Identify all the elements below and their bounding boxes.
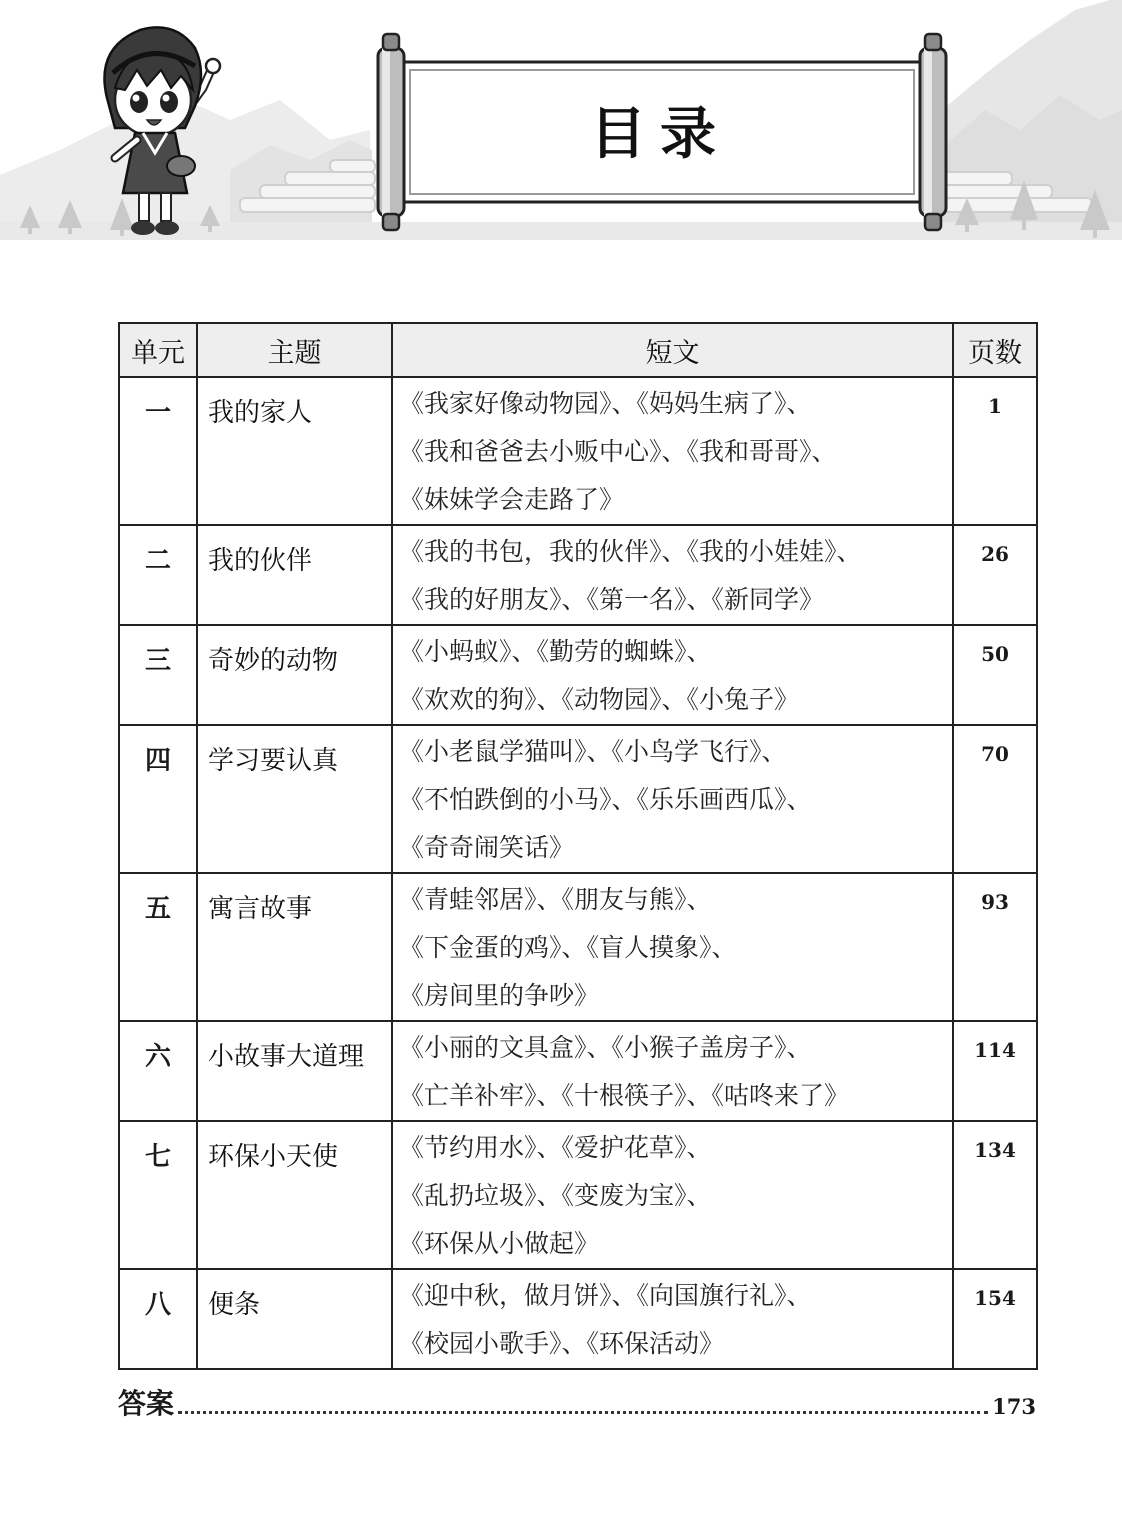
text-titles-line: 《青蛙邻居》、《朋友与熊》、 [399,885,712,914]
unit-number: 二 [119,525,197,625]
unit-theme: 学习要认真 [197,725,392,873]
unit-number: 一 [119,377,197,525]
table-row [119,1269,1037,1369]
unit-theme: 便条 [197,1269,392,1369]
page-number: 114 [953,1021,1037,1121]
text-titles-line: 《校园小歌手》、《环保活动》 [399,1329,725,1358]
unit-texts [392,1269,953,1369]
page-number: 70 [953,725,1037,873]
unit-theme: 环保小天使 [197,1121,392,1269]
unit-number: 八 [119,1269,197,1369]
girl-mascot-illustration [95,18,225,240]
unit-texts [392,377,953,525]
dot-leader [178,1411,988,1414]
table-row [119,873,1037,1021]
table-row [119,525,1037,625]
answers-label: 答案 [118,1387,175,1420]
table-header-row [119,323,1037,377]
text-titles-line: 《迎中秋，做月饼》、《向国旗行礼》、 [399,1281,812,1310]
text-titles-line: 《环保从小做起》 [399,1229,600,1258]
unit-theme: 我的伙伴 [197,525,392,625]
text-titles-line: 《亡羊补牢》、《十根筷子》、《咕咚来了》 [399,1081,850,1110]
unit-texts [392,525,953,625]
text-titles-line: 《乱扔垃圾》、《变废为宝》、 [399,1181,712,1210]
unit-texts [392,1021,953,1121]
page-number: 26 [953,525,1037,625]
column-header-page: 页数 [953,323,1037,377]
text-titles-line: 《不怕跌倒的小马》、《乐乐画西瓜》、 [399,785,812,814]
column-header-unit: 单元 [119,323,197,377]
unit-texts [392,1121,953,1269]
text-titles-line: 《小老鼠学猫叫》、《小鸟学飞行》、 [399,737,787,766]
unit-number: 六 [119,1021,197,1121]
header-banner [0,0,1122,240]
text-titles-line: 《奇奇闹笑话》 [399,833,575,862]
text-titles-line: 《欢欢的狗》、《动物园》、《小兔子》 [399,685,800,714]
page-title: 目录 [590,102,730,167]
table-row [119,725,1037,873]
text-titles-line: 《我的书包，我的伙伴》、《我的小娃娃》、 [399,537,862,566]
text-titles-line: 《我家好像动物园》、《妈妈生病了》、 [399,389,812,418]
page-number: 93 [953,873,1037,1021]
answers-entry [118,1378,1036,1422]
text-titles-line: 《小蚂蚁》、《勤劳的蜘蛛》、 [399,637,712,666]
unit-number: 三 [119,625,197,725]
table-row [119,1021,1037,1121]
unit-theme: 奇妙的动物 [197,625,392,725]
table-row [119,377,1037,525]
page-number: 1 [953,377,1037,525]
text-titles-line: 《房间里的争吵》 [399,981,600,1010]
text-titles-line: 《妹妹学会走路了》 [399,485,625,514]
contents-table [118,322,1038,1370]
unit-number: 七 [119,1121,197,1269]
unit-number: 四 [119,725,197,873]
text-titles-line: 《我的好朋友》、《第一名》、《新同学》 [399,585,825,614]
page-number: 134 [953,1121,1037,1269]
table-row [119,1121,1037,1269]
unit-theme: 寓言故事 [197,873,392,1021]
page-number: 50 [953,625,1037,725]
unit-texts [392,625,953,725]
column-header-theme: 主题 [197,323,392,377]
unit-number: 五 [119,873,197,1021]
answers-page-number: 173 [992,1394,1036,1419]
page-number: 154 [953,1269,1037,1369]
text-titles-line: 《节约用水》、《爱护花草》、 [399,1133,712,1162]
text-titles-line: 《小丽的文具盒》、《小猴子盖房子》、 [399,1033,812,1062]
unit-theme: 我的家人 [197,377,392,525]
unit-texts [392,873,953,1021]
text-titles-line: 《下金蛋的鸡》、《盲人摸象》、 [399,933,737,962]
unit-theme: 小故事大道理 [197,1021,392,1121]
column-header-texts: 短文 [392,323,953,377]
text-titles-line: 《我和爸爸去小贩中心》、《我和哥哥》、 [399,437,837,466]
table-row [119,625,1037,725]
unit-texts [392,725,953,873]
